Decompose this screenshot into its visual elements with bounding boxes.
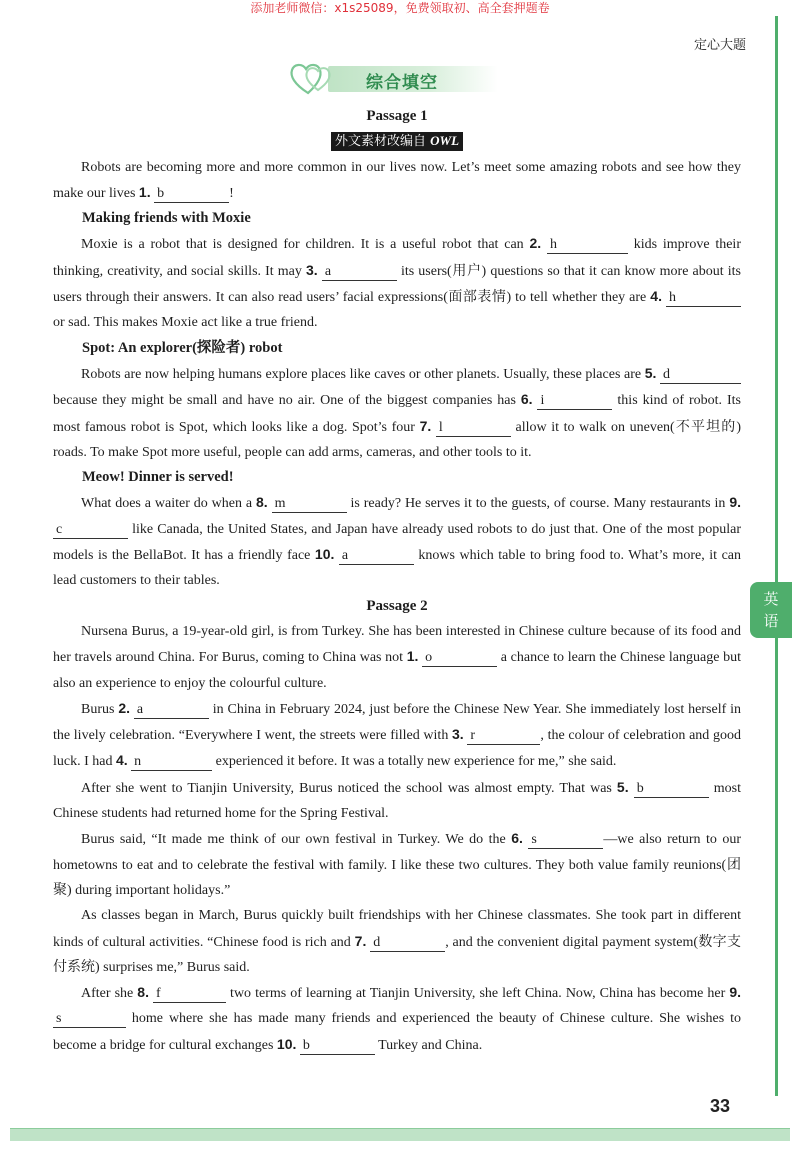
blank-input[interactable]: b (634, 781, 709, 798)
blank-input[interactable]: h (666, 290, 741, 307)
blank-number: 6. (520, 391, 533, 408)
side-tab-char-1: 英 (763, 590, 779, 608)
blank-input[interactable]: s (528, 832, 603, 849)
passage2-paragraph-5: As classes began in March, Burus quickly built friendships with her Chinese classmates. She took part in different kinds of cultural activities. “Chinese food is rich and 7. d , and the convenient digital payment system(数字支付系统) surprises me,” Burus said. (53, 908, 742, 975)
blank-input[interactable]: c (53, 522, 128, 539)
blank-number: 2. (118, 699, 131, 716)
blank-input[interactable]: b (300, 1038, 375, 1055)
bottom-band (10, 1128, 790, 1141)
blank-number: 10. (276, 1035, 297, 1052)
subheading-moxie: Making friends with Moxie (82, 210, 251, 227)
blank-number: 2. (529, 235, 542, 252)
blank-input[interactable]: s (53, 1011, 126, 1028)
blank-input[interactable]: a (322, 264, 397, 281)
blank-input[interactable]: r (467, 728, 540, 745)
passage2-paragraph-6: After she 8. f two terms of learning at Tianjin University, she left China. Now, China has become her 9. s home where she has made many friends and experienced the beauty of Chinese culture. She wishes to become a bridge for cultural exchanges 10. b Turkey and China. (53, 984, 742, 1053)
blank-number: 10. (314, 546, 335, 563)
source-line (53, 129, 741, 154)
subheading-spot: Spot: An explorer(探险者) robot (82, 339, 283, 356)
side-tab-char-2: 语 (763, 612, 779, 630)
blank-input[interactable]: a (339, 548, 414, 565)
passage1-paragraph-2: Moxie is a robot that is designed for children. It is a useful robot that can 2. h kids improve their thinking, creativity, and social skills. It may 3. a its users(用户) questions so that it can know more about its users through their answers. It can also read users’ facial expressions(面部表情) to tell whether they are 4. h or sad. This makes Moxie act like a true friend. (53, 235, 741, 331)
passage1-paragraph-4: What does a waiter do when a 8. m is ready? He serves it to the guests, of course. Many restaurants in 9. c like Canada, the United States, and Japan have already used robots to do just that. One of the most popular models is the BellaBot. It has a friendly face 10. a knows which table to bring food to. What’s more, it can lead customers to their tables. (53, 494, 742, 589)
passage1-paragraph-3: Robots are now helping humans explore places like caves or other planets. Usually, these places are 5. d because they might be small and have no air. One of the biggest companies has 6. i this kind of robot. Its most famous robot is Spot, which looks like a dog. Spot’s four 7. l allow it to walk on uneven(不平坦的) roads. To make Spot more useful, people can add arms, cameras, and other tools to it. (53, 364, 741, 460)
watermark: 添加老师微信：x1s25089，免费领取初、高全套押题卷 (250, 1, 550, 15)
blank-number: 1. (138, 183, 151, 200)
passage2-paragraph-2: Burus 2. a in China in February 2024, just before the Chinese New Year. She immediately lost herself in the lively celebration. “Everywhere I went, the streets were filled with 3. r , the colour of celebration and good luck. I had 4. n experienced it before. It was a totally new experience for me,” she said. (53, 699, 742, 770)
blank-number: 8. (137, 984, 149, 1001)
blank-number: 4. (650, 288, 662, 305)
blank-number: 7. (354, 932, 367, 949)
blank-number: 3. (452, 726, 464, 743)
heart-outline-icon (288, 60, 348, 98)
right-edge-rule (775, 16, 778, 1096)
blank-number: 3. (306, 261, 318, 278)
passage2-paragraph-4: Burus said, “It made me think of our own festival in Turkey. We do the 6. s —we also return to our hometowns to eat and to celebrate the festival with family. I like these two cultures. They both value family reunions(团聚) during important holidays.” (53, 830, 742, 898)
blank-input[interactable]: a (134, 702, 209, 719)
blank-input[interactable]: l (436, 420, 511, 437)
blank-input[interactable]: h (547, 237, 628, 254)
blank-input[interactable]: i (537, 393, 612, 410)
passage2-paragraph-3: After she went to Tianjin University, Burus noticed the school was almost empty. That was 5. b most Chinese students had returned home for the Spring Festival. (53, 778, 741, 822)
exercise-content (53, 104, 741, 1058)
blank-number: 7. (419, 417, 432, 434)
source-badge (331, 132, 463, 151)
blank-number: 1. (406, 648, 419, 665)
passage1-title: Passage 1 (366, 108, 428, 124)
blank-number: 8. (256, 494, 268, 511)
subject-side-tab (750, 582, 792, 638)
section-banner (288, 60, 502, 98)
blank-number: 9. (729, 984, 742, 1001)
source-prefix: 外文素材改编自 (334, 134, 426, 150)
blank-number: 5. (644, 364, 657, 381)
blank-number: 5. (616, 778, 629, 795)
page-number: 33 (709, 1096, 730, 1116)
section-title: 综合填空 (366, 73, 438, 93)
blank-number: 9. (729, 494, 742, 511)
passage1-paragraph-1: Robots are becoming more and more common in our lives now. Let’s meet some amazing robots and see how they make our lives 1. b ! (53, 159, 741, 201)
corner-label: 定心大题 (693, 38, 746, 53)
blank-input[interactable]: m (272, 496, 347, 513)
blank-number: 4. (115, 752, 128, 769)
blank-input[interactable]: n (131, 754, 212, 771)
blank-input[interactable]: d (370, 935, 445, 952)
blank-number: 6. (511, 830, 523, 847)
blank-input[interactable]: d (660, 367, 741, 384)
passage2-paragraph-1: Nursena Burus, a 19-year-old girl, is from Turkey. She has been interested in Chinese culture because of its food and her travels around China. For Burus, coming to China was not 1. o a chance to learn the Chinese language but also an experience to enjoy the colourful culture. (53, 623, 741, 691)
blank-input[interactable]: o (422, 650, 497, 667)
source-name: OWL (430, 133, 460, 149)
blank-input[interactable]: b (154, 186, 229, 203)
blank-input[interactable]: f (153, 986, 226, 1003)
subheading-meow: Meow! Dinner is served! (82, 469, 234, 486)
passage2-title: Passage 2 (366, 597, 428, 614)
